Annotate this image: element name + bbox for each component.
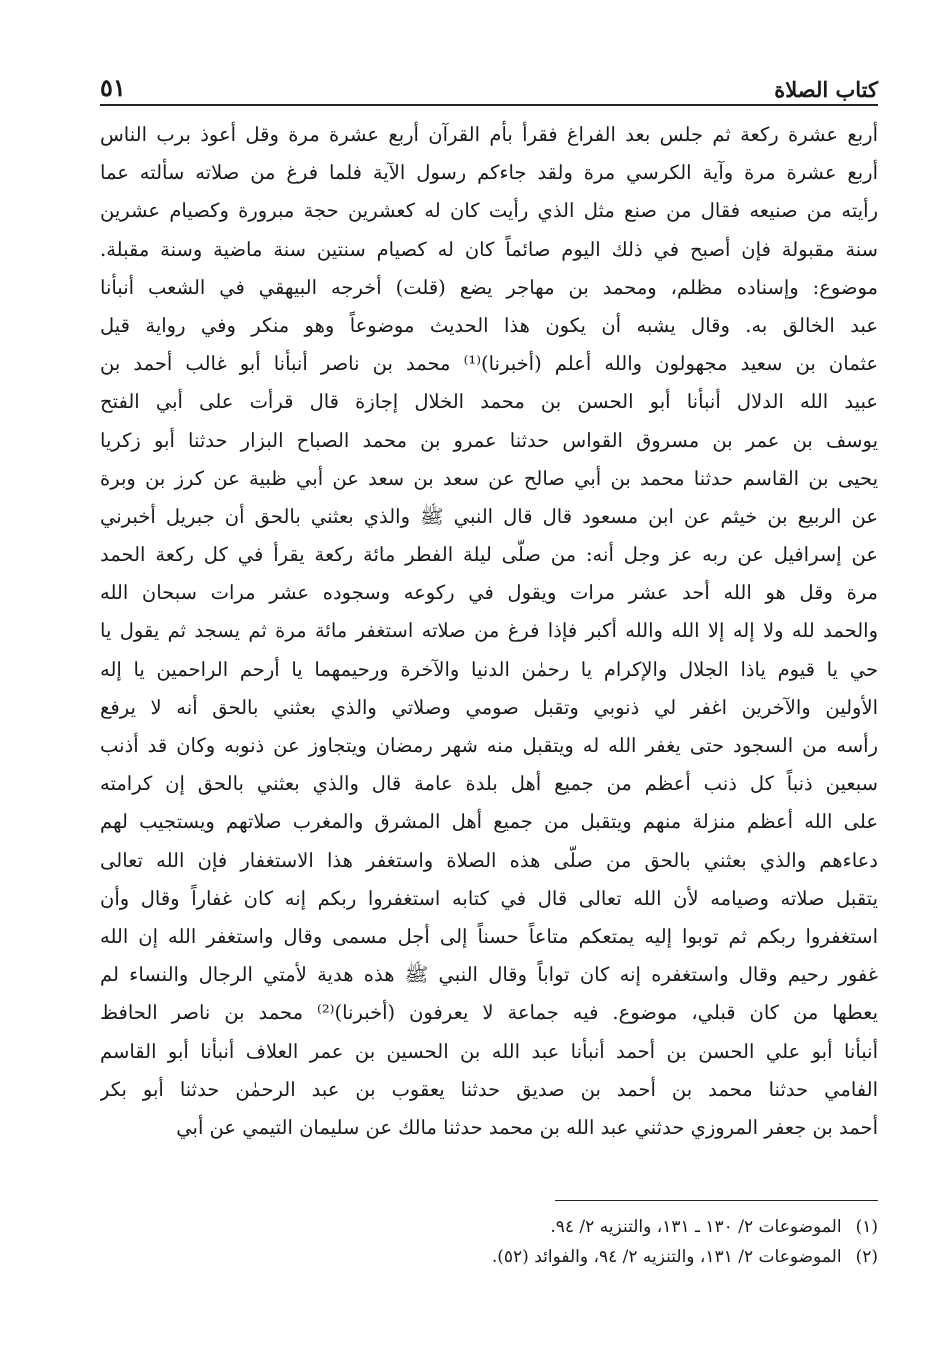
footnote <box>100 1242 878 1272</box>
text-line: أربع عشرة مرة وآية الكرسي مرة ولقد جاءكم رسول الآية فلما فرغ من صلاته سألته عما <box>100 161 878 185</box>
text-line: يحيى بن القاسم حدثنا محمد بن أبي صالح عن سعد بن سعد عن أبي ظبية عن كرز بن وبرة <box>100 466 878 490</box>
text-line: الفامي حدثنا محمد بن أحمد بن صديق حدثنا يعقوب بن عبد الرحمٰن حدثنا أبو بكر <box>100 1077 878 1101</box>
text-line: حي يا قيوم ياذا الجلال والإكرام يا رحمٰن الدنيا والآخرة ورحيمهما يا أرحم الراحمين يا إله <box>100 657 878 681</box>
footnote-text: الموضوعات ٢/ ١٣٠ ـ ١٣١، والتنزيه ٢/ ٩٤. <box>550 1217 842 1237</box>
text-line: الأولين والآخرين اغفر لي ذنوبي وتقبل صومي وصلاتي والذي بعثني بالحق أنه لا يرفع <box>100 695 878 719</box>
footnotes <box>100 1212 878 1272</box>
text-line: والحمد لله ولا إله إلا الله والله أكبر فإذا فرغ من صلاته استغفر مائة مرة ثم يسجد ثم يقول يا <box>100 619 878 643</box>
page-number: ٥١ <box>100 73 126 102</box>
text-line: رأيته من صنيعه فقال من صنع مثل الذي رأيت كان له كعشرين حجة مبرورة وكصيام عشرين <box>100 199 878 223</box>
footnote <box>100 1212 878 1242</box>
text-line: أربع عشرة ركعة ثم جلس بعد الفراغ فقرأ بأم القرآن أربع عشرة مرة وقل أعوذ برب الناس <box>100 123 878 146</box>
text-line: يعطها من كان قبلي، موضوع. فيه جماعة لا يعرفون (أخبرنا)⁽²⁾ محمد بن ناصر الحافظ <box>100 1001 878 1025</box>
footnote-number: (١) <box>855 1217 878 1237</box>
main-text <box>100 116 878 1147</box>
chapter-title: كتاب الصلاة <box>774 77 878 102</box>
text-line: أنبأنا أبو علي الحسن بن أحمد أنبأنا عبد الله بن الحسين بن عمر العلاف أنبأنا أبو القاسم <box>100 1039 878 1063</box>
text-line: موضوع: وإسناده مظلم، ومحمد بن مهاجر يضع (قلت) أخرجه البيهقي في الشعب أنبأنا <box>100 275 878 299</box>
text-line: أحمد بن جعفر المروزي حدثني عبد الله بن محمد حدثنا مالك عن سليمان التيمي عن أبي <box>176 1115 878 1139</box>
text-line: سنة مقبولة فإن أصبح في ذلك اليوم صائماً كان له كصيام سنتين سنة ماضية وسنة مقبلة. <box>100 237 878 261</box>
text-line: على الله أعظم منزلة منهم ويتقبل من جميع أهل المشرق والمغرب صلاتهم ويستجيب لهم <box>100 810 878 834</box>
text-line: مرة وقل هو الله أحد عشر مرات ويقول في ركوعه وسجوده عشر مرات سبحان الله <box>100 581 878 605</box>
text-line: استغفروا ربكم ثم توبوا إليه يمتعكم متاعاً حسناً إلى أجل مسمى وقال واستغفر الله إن الله <box>100 924 878 948</box>
text-line: عثمان بن سعيد مجهولون والله أعلم (أخبرنا)⁽¹⁾ محمد بن ناصر أنبأنا أبو غالب أحمد بن <box>100 352 878 376</box>
text-line: عن الربيع بن خيثم عن ابن مسعود قال قال النبي ﷺ والذي بعثني بالحق أن جبريل أخبرني <box>100 504 878 528</box>
text-line: دعاءهم والذي بعثني بالحق من صلّى هذه الصلاة واستغفر هذا الاستغفار فإن الله تعالى <box>100 848 878 872</box>
footnote-text: الموضوعات ٢/ ١٣١، والتنزيه ٢/ ٩٤، والفوائد (٥٢). <box>491 1247 842 1267</box>
footnote-divider <box>555 1200 878 1201</box>
text-line: عبد الخالق به. وقال يشبه أن يكون هذا الحديث موضوعاً وهو منكر وفي رواية قيل <box>100 313 878 337</box>
text-line: عبيد الله الدلال أنبأنا أبو الحسن بن محمد الخلال إجازة قال قرأت على أبي الفتح <box>100 390 878 414</box>
text-line: سبعين ذنباً كل ذنب أعظم من جميع أهل بلدة عامة قال والذي بعثني بالحق إن كرامته <box>100 772 878 796</box>
header-divider <box>100 104 878 106</box>
text-line: يوسف بن عمر بن مسروق القواس حدثنا عمرو بن محمد الصباح البزار حدثنا أبو زكريا <box>100 428 878 452</box>
text-line: غفور رحيم وقال واستغفره إنه كان تواباً وقال النبي ﷺ هذه هدية لأمتي الرجال والنساء لم <box>100 963 878 987</box>
footnote-number: (٢) <box>855 1247 878 1267</box>
text-line: عن إسرافيل عن ربه عز وجل أنه: من صلّى ليلة الفطر مائة ركعة يقرأ في كل ركعة الحمد <box>100 543 878 567</box>
text-line: يتقبل صلاته وصيامه لأن الله تعالى قال في كتابه استغفروا ربكم إنه كان غفاراً وقال وأن <box>100 886 878 910</box>
text-line: رأسه من السجود حتى يغفر الله له ويتقبل منه شهر رمضان ويتجاوز عن ذنوبه وكان قد أذنب <box>100 734 878 757</box>
page-header <box>100 62 878 102</box>
